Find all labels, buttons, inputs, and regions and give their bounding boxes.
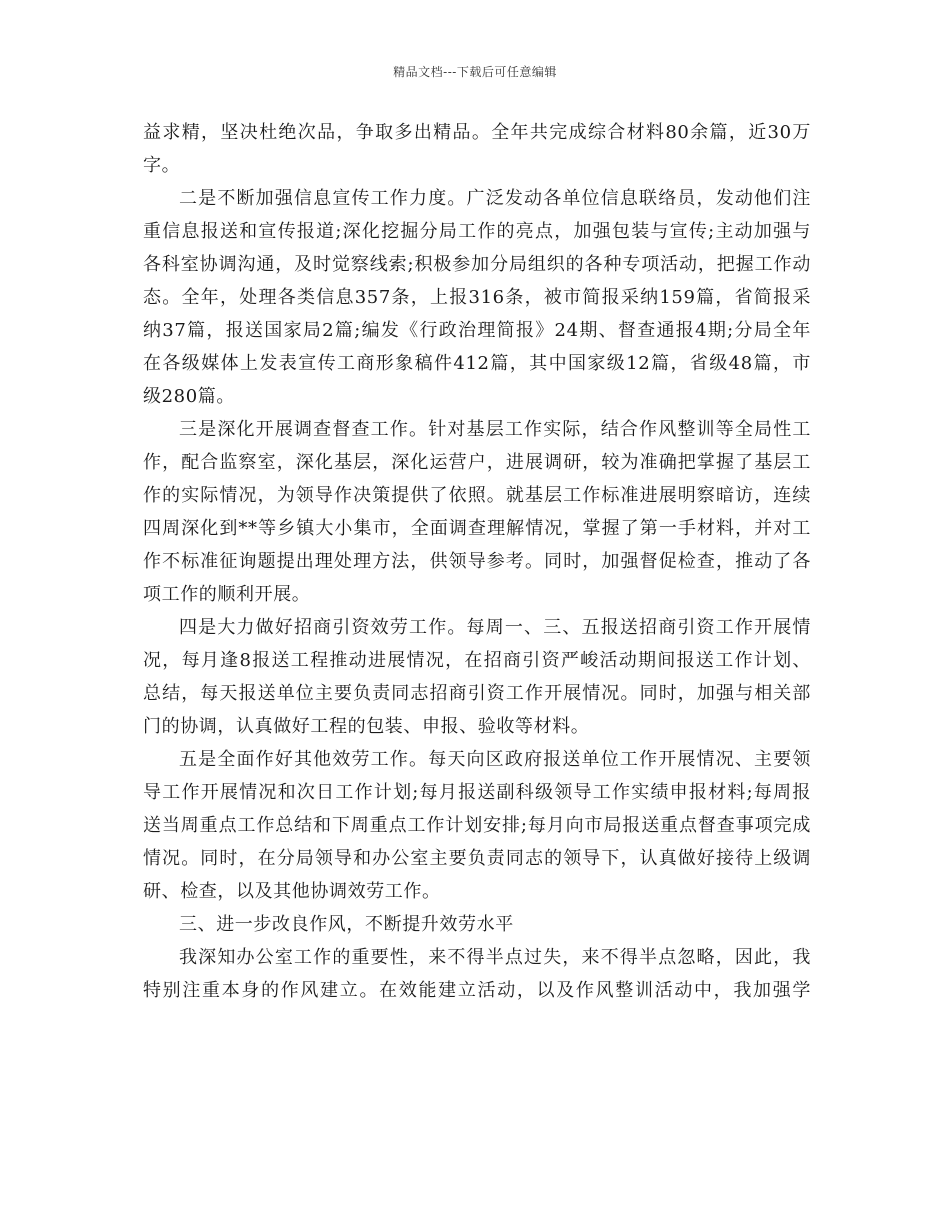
text-line: 态。全年，处理各类信息357条，上报316条，被市简报采纳159篇，省简报采: [143, 287, 811, 308]
text-line: 四周深化到**等乡镇大小集市，全面调查理解情况，掌握了第一手材料，并对工: [143, 518, 811, 539]
paragraph: [143, 413, 811, 611]
text-line: 作的实际情况，为领导作决策提供了依照。就基层工作标准进展明察暗访，连续: [143, 485, 811, 506]
page-header: 精品文档---下载后可任意编辑: [393, 65, 557, 79]
paragraph: [143, 182, 811, 413]
paragraph: [143, 743, 811, 908]
text-line: 二是不断加强信息宣传工作力度。广泛发动各单位信息联络员，发动他们注: [179, 188, 811, 209]
text-line: 三、进一步改良作风，不断提升效劳水平: [179, 914, 514, 935]
text-line: 在各级媒体上发表宣传工商形象稿件412篇，其中国家级12篇，省级48篇，市: [143, 353, 811, 374]
text-line: 况，每月逢8报送工程推动进展情况，在招商引资严峻活动期间报送工作计划、: [143, 650, 811, 671]
text-line: 作不标准征询题提出理处理方法，供领导参考。同时，加强督促检查，推动了各: [143, 551, 811, 572]
text-line: 重信息报送和宣传报道;深化挖掘分局工作的亮点，加强包装与宣传;主动加强与: [143, 221, 811, 242]
text-line: 送当周重点工作总结和下周重点工作计划安排;每月向市局报送重点督查事项完成: [143, 815, 811, 836]
text-line: 各科室协调沟通，及时觉察线索;积极参加分局组织的各种专项活动，把握工作动: [143, 254, 811, 275]
text-line: 益求精，坚决杜绝次品，争取多出精品。全年共完成综合材料80余篇，近30万: [143, 122, 811, 143]
text-line: 项工作的顺利开展。: [143, 584, 311, 605]
text-line: 门的协调，认真做好工程的包装、申报、验收等材料。: [143, 716, 590, 737]
text-line: 四是大力做好招商引资效劳工作。每周一、三、五报送招商引资工作开展情: [179, 617, 811, 638]
text-line: 我深知办公室工作的重要性，来不得半点过失，来不得半点忽略，因此，我: [179, 947, 811, 968]
text-line: 级280篇。: [143, 386, 235, 407]
text-line: 特别注重本身的作风建立。在效能建立活动，以及作风整训活动中，我加强学: [143, 980, 811, 1001]
text-line: 情况。同时，在分局领导和办公室主要负责同志的领导下，认真做好接待上级调: [143, 848, 811, 869]
text-line: 五是全面作好其他效劳工作。每天向区政府报送单位工作开展情况、主要领: [179, 749, 811, 770]
text-line: 三是深化开展调查督查工作。针对基层工作实际，结合作风整训等全局性工: [179, 419, 811, 440]
text-line: 作，配合监察室，深化基层，深化运营户，进展调研，较为准确把掌握了基层工: [143, 452, 811, 473]
text-line: 导工作开展情况和次日工作计划;每月报送副科级领导工作实绩申报材料;每周报: [143, 782, 811, 803]
text-line: 总结，每天报送单位主要负责同志招商引资工作开展情况。同时，加强与相关部: [143, 683, 811, 704]
paragraph: [143, 116, 811, 182]
text-line: 字。: [143, 155, 181, 176]
text-line: 研、检查，以及其他协调效劳工作。: [143, 881, 441, 902]
paragraph: [143, 611, 811, 743]
paragraph: [143, 941, 811, 1007]
document-body: [143, 116, 811, 1007]
text-line: 纳37篇，报送国家局2篇;编发《行政治理简报》24期、督查通报4期;分局全年: [143, 320, 811, 341]
section-heading: [143, 908, 811, 941]
